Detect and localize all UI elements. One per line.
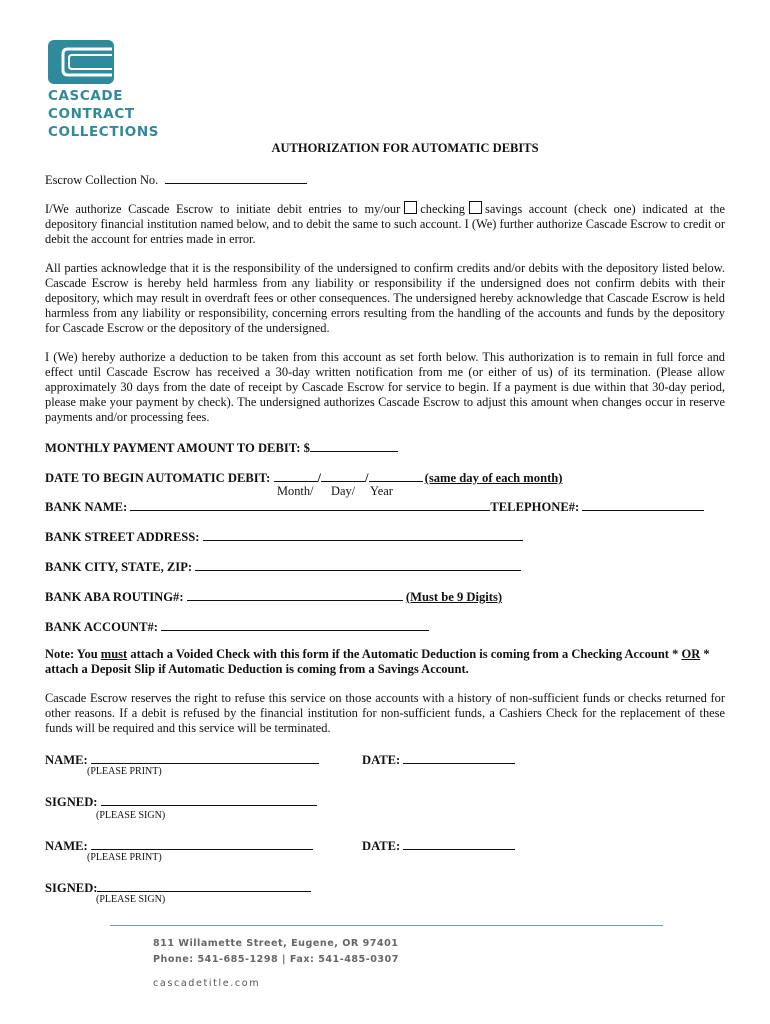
cascade-logo-mark-icon xyxy=(48,40,114,84)
bank-account-field[interactable] xyxy=(161,618,429,631)
logo-line-2: CONTRACT xyxy=(48,106,135,122)
signed-label-2: SIGNED: xyxy=(45,881,98,895)
footer-address: 811 Willamette Street, Eugene, OR 97401 xyxy=(153,938,399,949)
must-9-digits-note: (Must be 9 Digits) xyxy=(405,590,503,604)
auth-text-2: savings account (check one) indicated at the xyxy=(485,202,726,216)
telephone-field[interactable] xyxy=(582,498,704,511)
bank-city-field[interactable] xyxy=(195,558,521,571)
year-sublabel: Year xyxy=(370,484,393,498)
begin-day-field[interactable] xyxy=(321,469,365,482)
please-sign-2: (PLEASE SIGN) xyxy=(96,894,166,905)
name-label-2: NAME: xyxy=(45,839,88,853)
checking-checkbox[interactable] xyxy=(404,201,417,214)
checking-label: checking xyxy=(420,202,465,216)
begin-month-field[interactable] xyxy=(274,469,318,482)
please-sign-1: (PLEASE SIGN) xyxy=(96,810,166,821)
begin-year-field[interactable] xyxy=(369,469,423,482)
name-row-2 xyxy=(45,837,313,854)
telephone-label: TELEPHONE#: xyxy=(490,500,580,514)
same-day-note: (same day of each month) xyxy=(424,471,563,485)
name-field-1[interactable] xyxy=(91,751,319,764)
monthly-payment-row xyxy=(45,439,398,456)
note-text-a: Note: You xyxy=(45,647,101,661)
aba-routing-field[interactable] xyxy=(187,588,403,601)
bank-city-label: BANK CITY, STATE, ZIP: xyxy=(45,560,193,574)
auth-text-1: I/We authorize Cascade Escrow to initiate debit entries to my/our xyxy=(45,202,401,216)
logo-wordmark xyxy=(48,87,159,141)
day-sublabel: Day/ xyxy=(331,484,356,498)
please-print-1: (PLEASE PRINT) xyxy=(87,766,162,777)
signature-field-1[interactable] xyxy=(101,793,317,806)
authorization-paragraph xyxy=(45,201,725,247)
begin-date-label: DATE TO BEGIN AUTOMATIC DEBIT: xyxy=(45,471,271,485)
bank-name-field[interactable] xyxy=(130,498,490,511)
bank-street-field[interactable] xyxy=(203,528,523,541)
bank-city-row xyxy=(45,558,521,575)
footer-divider xyxy=(110,925,663,926)
signed-row-2 xyxy=(45,879,311,896)
date-field-1[interactable] xyxy=(403,751,515,764)
date-label-1: DATE: xyxy=(362,753,401,767)
signed-label-1: SIGNED: xyxy=(45,795,98,809)
bank-account-label: BANK ACCOUNT#: xyxy=(45,620,158,634)
month-sublabel: Month/ xyxy=(277,484,314,498)
note-text-c: * attach a Deposit Slip if Automatic Deduction is coming from a Savings Account. xyxy=(45,647,710,676)
aba-routing-row xyxy=(45,588,502,605)
escrow-collection-label: Escrow Collection No. xyxy=(45,173,159,187)
bank-account-row xyxy=(45,618,429,635)
bank-name-label: BANK NAME: xyxy=(45,500,128,514)
footer-website[interactable]: cascadetitle.com xyxy=(153,978,261,989)
bank-name-row xyxy=(45,498,704,515)
monthly-payment-label: MONTHLY PAYMENT AMOUNT TO DEBIT: $ xyxy=(45,441,310,455)
logo-line-1: CASCADE xyxy=(48,88,124,104)
bank-street-row xyxy=(45,528,523,545)
note-must: must xyxy=(100,647,128,661)
date-field-2[interactable] xyxy=(403,837,515,850)
attachment-note xyxy=(45,647,735,677)
form-title: AUTHORIZATION FOR AUTOMATIC DEBITS xyxy=(271,141,539,155)
note-text-b: attach a Voided Check with this form if the Automatic Deduction is coming from a Checking Account * xyxy=(127,647,682,661)
name-field-2[interactable] xyxy=(91,837,313,850)
deduction-paragraph: I (We) hereby authorize a deduction to be taken from this account as set forth below. This authorization is to remain in full force and effect until Cascade Escrow has received a 30-day written notification from me (or either of us) of its termination. (Please allow approximately 30 days from the date of receipt by Cascade Escrow for service to begin. If a payment is due within that 30-day period, please make your payment by check). The undersigned authorizes Cascade Escrow to adjust this amount when changes occur in reserve payments and/or processing fees. xyxy=(45,350,725,424)
bank-street-label: BANK STREET ADDRESS: xyxy=(45,530,200,544)
liability-paragraph: All parties acknowledge that it is the responsibility of the undersigned to confirm credits and/or debits with the depository listed below. Cascade Escrow is hereby held harmless from any liability or responsibility if the undersigned does not confirm debits with their depository, which may result in overdraft fees or other consequences. The undersigned hereby acknowledge that Cascade Escrow is held harmless from any liability or responsibility, concerning errors resulting from the handling of the accounts and funds by the depository for Cascade Escrow or the depository of the undersigned. xyxy=(45,261,725,335)
date-row-1 xyxy=(362,751,515,768)
footer-phone: Phone: 541-685-1298 | Fax: 541-485-0307 xyxy=(153,954,399,965)
savings-checkbox[interactable] xyxy=(469,201,482,214)
aba-routing-label: BANK ABA ROUTING#: xyxy=(45,590,184,604)
signed-row-1 xyxy=(45,793,317,810)
date-label-2: DATE: xyxy=(362,839,401,853)
please-print-2: (PLEASE PRINT) xyxy=(87,852,162,863)
escrow-collection-row xyxy=(45,171,307,188)
signature-field-2[interactable] xyxy=(97,879,311,892)
auth-text-rest: depository financial institution named below, and to debit the same to such account. I (We) further authorize Cascade Escrow to credit or debit the account for entries made in error. xyxy=(45,217,725,246)
monthly-payment-field[interactable] xyxy=(310,439,398,452)
logo-line-3: COLLECTIONS xyxy=(48,124,160,140)
refusal-paragraph: Cascade Escrow reserves the right to refuse this service on those accounts with a history of non-sufficient funds or checks returned for other reasons. If a debit is refused by the financial institution for non-sufficient funds, a Cashiers Check for the replacement of these funds will be required and this service will be terminated. xyxy=(45,691,725,735)
note-or: OR xyxy=(681,647,701,661)
date-row-2 xyxy=(362,837,515,854)
begin-date-row: DATE TO BEGIN AUTOMATIC DEBIT: / / (same day of each month) xyxy=(45,471,563,485)
escrow-collection-field[interactable] xyxy=(165,171,307,184)
name-label-1: NAME: xyxy=(45,753,88,767)
